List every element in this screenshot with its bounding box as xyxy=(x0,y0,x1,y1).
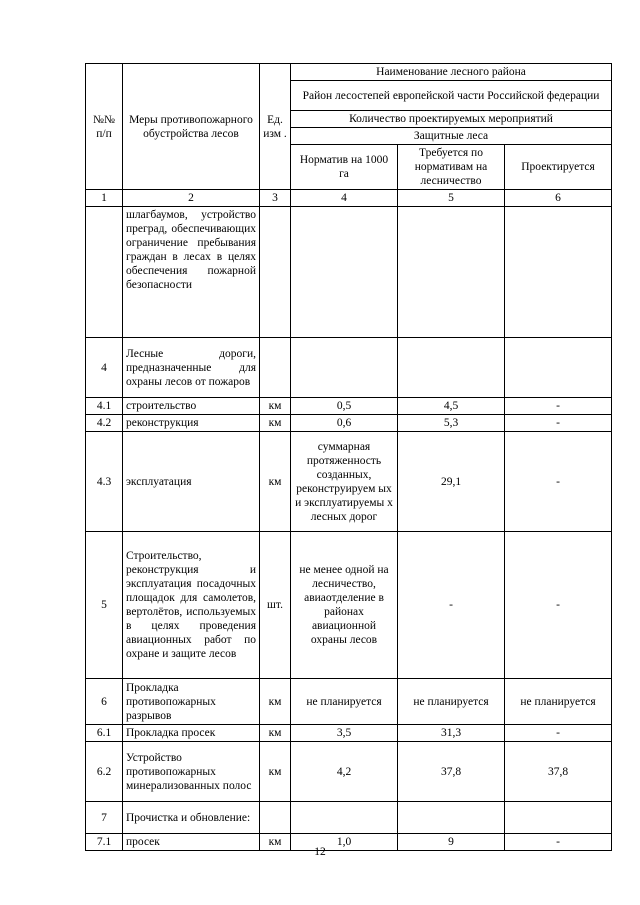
row-num: 4.1 xyxy=(86,398,123,415)
row-required: 5,3 xyxy=(398,415,505,432)
row-norm: 0,6 xyxy=(291,415,398,432)
table-row xyxy=(86,742,612,802)
row-projected: - xyxy=(505,415,612,432)
table-row xyxy=(86,679,612,725)
header-forest-type: Защитные леса xyxy=(291,128,612,145)
header-sub-norm: Норматив на 1000 га xyxy=(291,145,398,190)
header-col-num: №№ п/п xyxy=(86,64,123,190)
row-num: 6 xyxy=(86,679,123,725)
table-row xyxy=(86,207,612,338)
col-number-cell: 2 xyxy=(123,190,260,207)
row-measure-name: эксплуатация xyxy=(123,432,260,532)
row-projected xyxy=(505,338,612,398)
table-row xyxy=(86,432,612,532)
fire-safety-measures-table xyxy=(85,63,612,851)
row-projected: - xyxy=(505,834,612,851)
row-required: - xyxy=(398,532,505,679)
header-district-name: Район лесостепей европейской части Российской федерации xyxy=(291,81,612,111)
row-required xyxy=(398,207,505,338)
row-required: 29,1 xyxy=(398,432,505,532)
column-number-row xyxy=(86,190,612,207)
col-number-cell: 5 xyxy=(398,190,505,207)
row-required xyxy=(398,802,505,834)
row-norm: 0,5 xyxy=(291,398,398,415)
row-required xyxy=(398,338,505,398)
header-district-title: Наименование лесного района xyxy=(291,64,612,81)
row-required: 9 xyxy=(398,834,505,851)
row-required: 31,3 xyxy=(398,725,505,742)
row-norm: 1,0 xyxy=(291,834,398,851)
row-unit: км xyxy=(260,725,291,742)
row-projected: не планируется xyxy=(505,679,612,725)
row-unit: км xyxy=(260,834,291,851)
col-number-cell: 1 xyxy=(86,190,123,207)
row-norm: 4,2 xyxy=(291,742,398,802)
row-num: 4 xyxy=(86,338,123,398)
row-unit: км xyxy=(260,432,291,532)
row-norm xyxy=(291,802,398,834)
row-num: 5 xyxy=(86,532,123,679)
row-projected: - xyxy=(505,432,612,532)
row-measure-name: Лесные дороги, предназначенные для охраны лесов от пожаров xyxy=(123,338,260,398)
row-norm xyxy=(291,338,398,398)
row-measure-name: Прочистка и обновление: xyxy=(123,802,260,834)
row-unit xyxy=(260,338,291,398)
row-measure-name: просек xyxy=(123,834,260,851)
col-number-cell: 3 xyxy=(260,190,291,207)
row-num: 4.3 xyxy=(86,432,123,532)
row-measure-name: строительство xyxy=(123,398,260,415)
row-projected xyxy=(505,207,612,338)
row-num: 4.2 xyxy=(86,415,123,432)
page-number: 12 xyxy=(314,846,326,858)
col-number-cell: 4 xyxy=(291,190,398,207)
row-num: 7.1 xyxy=(86,834,123,851)
row-norm: 3,5 xyxy=(291,725,398,742)
row-norm: суммарная протяженность созданных, реконструируем ых и эксплуатируемы х лесных дорог xyxy=(291,432,398,532)
row-unit: км xyxy=(260,742,291,802)
row-unit: км xyxy=(260,415,291,432)
header-quantity-title: Количество проектируемых мероприятий xyxy=(291,111,612,128)
table-row xyxy=(86,398,612,415)
table-row xyxy=(86,725,612,742)
header-sub-projected: Проектируется xyxy=(505,145,612,190)
col-number-cell: 6 xyxy=(505,190,612,207)
row-measure-name: Прокладка просек xyxy=(123,725,260,742)
row-norm: не планируется xyxy=(291,679,398,725)
row-norm xyxy=(291,207,398,338)
header-col-unit: Ед. изм . xyxy=(260,64,291,190)
row-required: 4,5 xyxy=(398,398,505,415)
table-row xyxy=(86,415,612,432)
row-measure-name: Строительство, реконструкция и эксплуатация посадочных площадок для самолетов, вертолётов, используемых в целях проведения авиационных работ по охране и защите лесов xyxy=(123,532,260,679)
row-required: не планируется xyxy=(398,679,505,725)
table-row xyxy=(86,532,612,679)
row-required: 37,8 xyxy=(398,742,505,802)
row-projected: - xyxy=(505,725,612,742)
table-row xyxy=(86,338,612,398)
row-measure-name: Прокладка противопожарных разрывов xyxy=(123,679,260,725)
row-projected: - xyxy=(505,398,612,415)
row-projected xyxy=(505,802,612,834)
row-num: 6.1 xyxy=(86,725,123,742)
row-measure-name: Устройство противопожарных минерализованных полос xyxy=(123,742,260,802)
row-num: 7 xyxy=(86,802,123,834)
header-col-measures: Меры противопожарного обустройства лесов xyxy=(123,64,260,190)
row-projected: 37,8 xyxy=(505,742,612,802)
header-sub-required: Требуется по нормативам на лесничество xyxy=(398,145,505,190)
row-unit xyxy=(260,207,291,338)
row-num xyxy=(86,207,123,338)
row-unit: шт. xyxy=(260,532,291,679)
row-measure-name: реконструкция xyxy=(123,415,260,432)
row-norm: не менее одной на лесничество, авиаотделение в районах авиационной охраны лесов xyxy=(291,532,398,679)
row-unit: км xyxy=(260,679,291,725)
row-measure-name: шлагбаумов, устройство преград, обеспечивающих ограничение пребывания граждан в лесах в целях обеспечения пожарной безопасности xyxy=(123,207,260,338)
row-unit: км xyxy=(260,398,291,415)
row-projected: - xyxy=(505,532,612,679)
row-unit xyxy=(260,802,291,834)
row-num: 6.2 xyxy=(86,742,123,802)
table-row xyxy=(86,802,612,834)
